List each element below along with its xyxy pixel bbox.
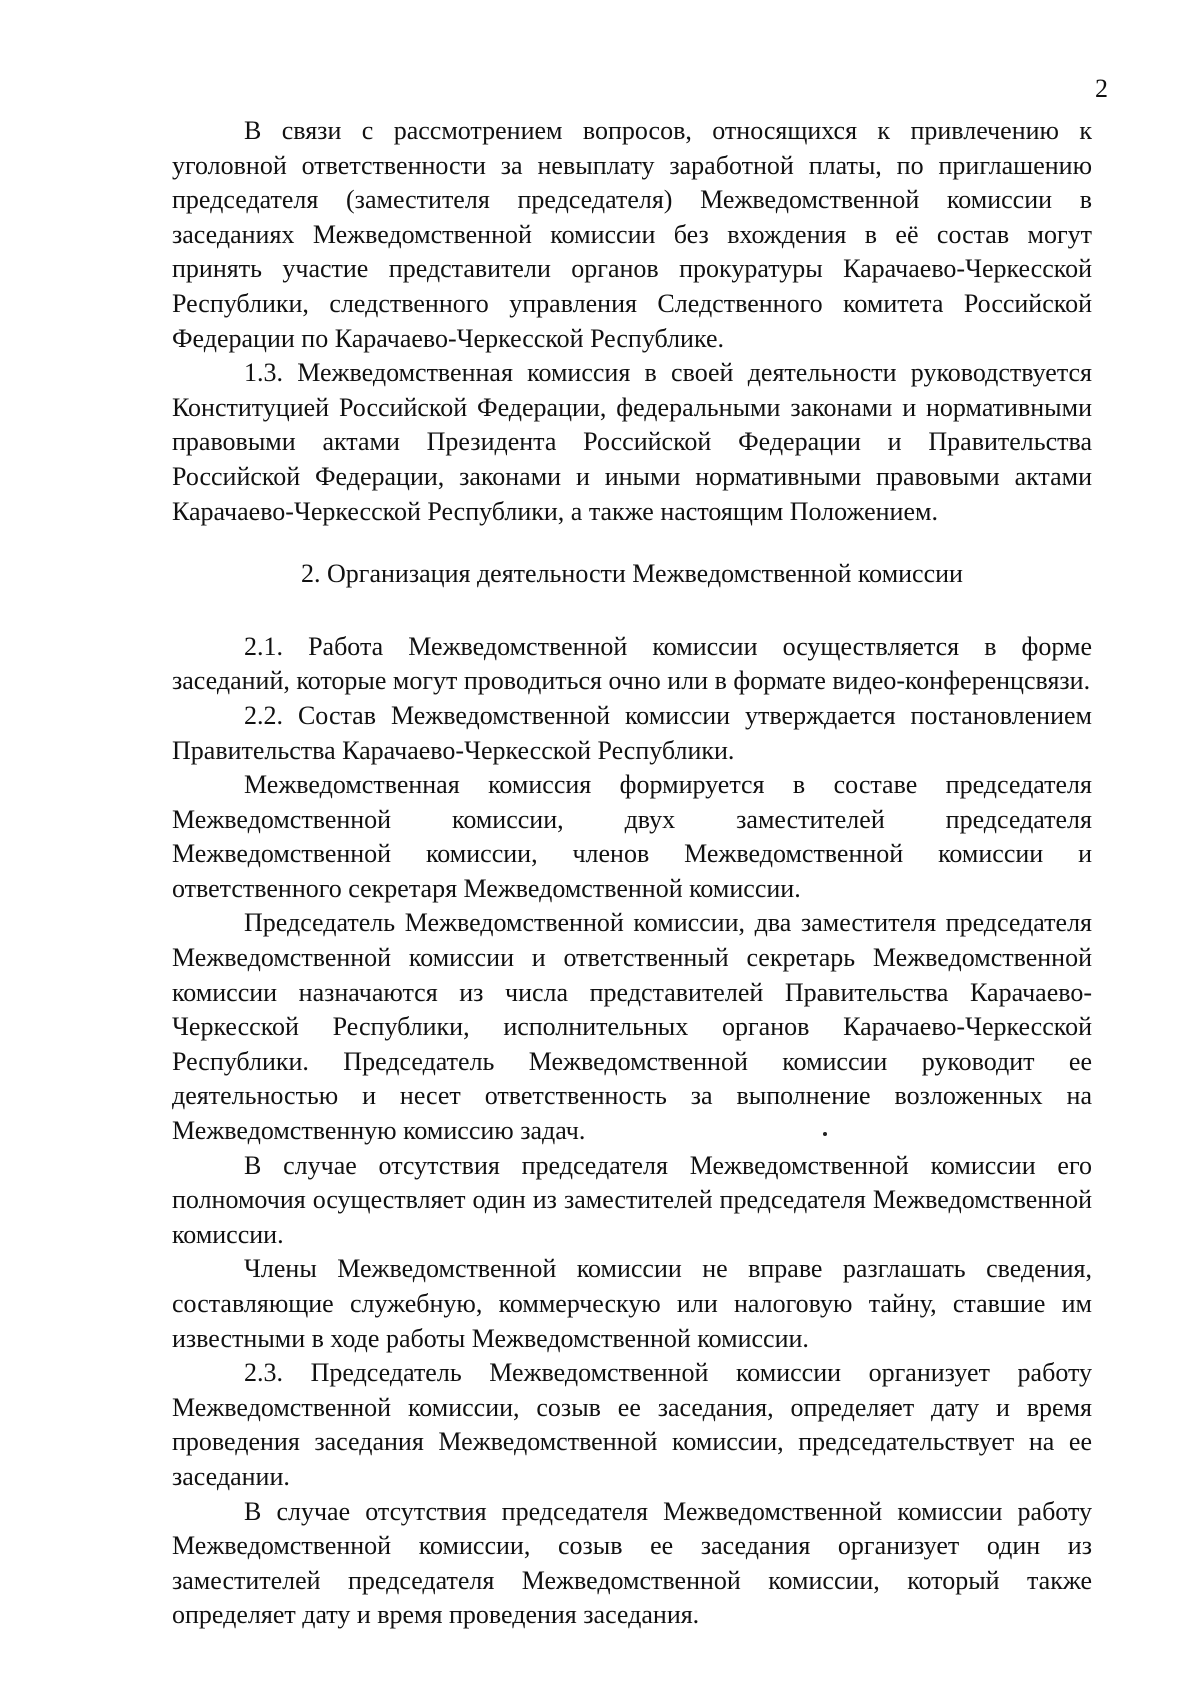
paragraph-deputy-organizes: В случае отсутствия председателя Межведомственной комиссии работу Межведомственной комиссии, созыв ее заседания организует один из заместителей председателя Межведомственной комиссии, который также определяет дату и время проведения заседания. [172, 1496, 1092, 1630]
paragraph-2-2: 2.2. Состав Межведомственной комиссии утверждается постановлением Правительства Карачаево-Черкесской Республики. [172, 700, 1092, 765]
section-heading: 2. Организация деятельности Межведомственной комиссии [301, 559, 963, 589]
paragraph-2-3: 2.3. Председатель Межведомственной комиссии организует работу Межведомственной комиссии, созыв ее заседания, определяет дату и время проведения заседания Межведомственной комиссии, председательствует на ее заседании. [172, 1358, 1092, 1491]
paragraph-composition: Межведомственная комиссия формируется в составе председателя Межведомственной комиссии, двух заместителей председателя Межведомственной комиссии, членов Межведомственной комиссии и ответственного секретаря Межведомственной комиссии. [172, 770, 1092, 903]
document-body [172, 114, 1092, 1633]
scan-speck [823, 1132, 827, 1136]
paragraph-confidentiality: Члены Межведомственной комиссии не вправе разглашать сведения, составляющие служебную, коммерческую или налоговую тайну, ставшие им известными в ходе работы Межведомственной комиссии. [172, 1254, 1092, 1353]
paragraph-appointment: Председатель Межведомственной комиссии, два заместителя председателя Межведомственной комиссии и ответственный секретарь Межведомственной комиссии назначаются из числа представителей Правительства Карачаево-Черкесской Республики, исполнительных органов Карачаево-Черкесской Республики. Председатель Межведомственной комиссии руководит ее деятельностью и несет ответственность за выполнение возложенных на Межведомственную комиссию задач. [172, 908, 1092, 1146]
paragraph-chair-absence: В случае отсутствия председателя Межведомственной комиссии его полномочия осуществляет один из заместителей председателя Межведомственной комиссии. [172, 1150, 1092, 1249]
paragraph-2-1: 2.1. Работа Межведомственной комиссии осуществляется в форме заседаний, которые могут проводиться очно или в формате видео-конференцсвязи. [172, 631, 1092, 696]
paragraph-participants: В связи с рассмотрением вопросов, относящихся к привлечению к уголовной ответственности за невыплату заработной платы, по приглашению председателя (заместителя председателя) Межведомственной комиссии в заседаниях Межведомственной комиссии без вхождения в её состав могут принять участие представители органов прокуратуры Карачаево-Черкесской Республики, следственного управления Следственного комитета Российской Федерации по Карачаево-Черкесской Республике. [172, 116, 1092, 353]
paragraph-1-3: 1.3. Межведомственная комиссия в своей деятельности руководствуется Конституцией Российской Федерации, федеральными законами и нормативными правовыми актами Президента Российской Федерации и Правительства Российской Федерации, законами и иными нормативными правовыми актами Карачаево-Черкесской Республики, а также настоящим Положением. [172, 358, 1092, 526]
page-number: 2 [1095, 74, 1108, 103]
